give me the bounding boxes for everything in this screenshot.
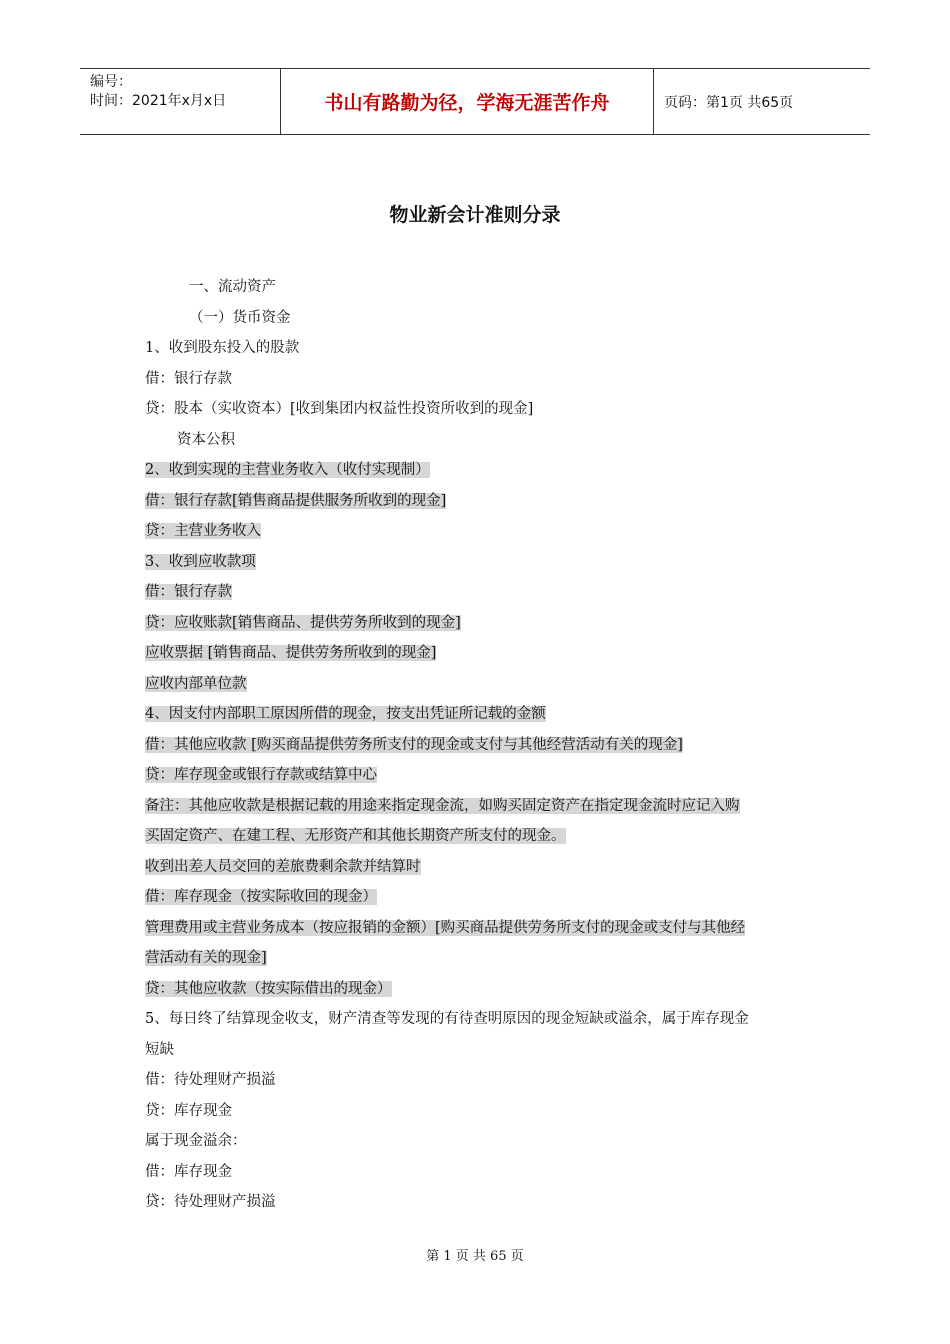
line-text: 贷：库存现金或银行存款或结算中心: [145, 767, 377, 783]
entry-line-highlighted: [145, 760, 815, 791]
entry-line-highlighted: [145, 852, 815, 883]
line-text: 营活动有关的现金]: [145, 950, 267, 966]
line-text: 贷：主营业务收入: [145, 523, 261, 539]
entry-line-highlighted: [145, 974, 815, 1005]
subsection-heading: [145, 303, 815, 334]
entry-line: [145, 394, 815, 425]
entry-line: [145, 1004, 815, 1035]
entry-line-highlighted: [145, 882, 815, 913]
line-text: 5、每日终了结算现金收支，财产清查等发现的有待查明原因的现金短缺或溢余，属于库存现金: [145, 1011, 749, 1027]
line-text: 短缺: [145, 1041, 174, 1058]
header-motto: 书山有路勤为径，学海无涯苦作舟: [281, 69, 654, 134]
time-label: 时间：2021年x月x日: [90, 93, 227, 109]
entry-line-highlighted: [145, 516, 815, 547]
line-text: 应收票据 [销售商品、提供劳务所收到的现金]: [145, 645, 437, 661]
entry-line: [145, 1035, 815, 1066]
entry-line-highlighted: [145, 547, 815, 578]
line-text: 应收内部单位款: [145, 675, 247, 692]
line-text: 1、收到股东投入的股款: [145, 340, 300, 356]
line-text: 2、收到实现的主营业务收入（收付实现制）: [145, 462, 430, 478]
line-text: 借：库存现金: [145, 1163, 232, 1180]
entry-line-highlighted: [145, 913, 815, 944]
entry-line-highlighted: [145, 638, 815, 669]
line-text: 资本公积: [177, 431, 235, 448]
entry-line: [145, 333, 815, 364]
line-text: 管理费用或主营业务成本（按应报销的金额）[购买商品提供劳务所支付的现金或支付与其他经: [145, 919, 746, 936]
entry-line-highlighted: [145, 486, 815, 517]
entry-line: [145, 1096, 815, 1127]
line-text: 借：待处理财产损溢: [145, 1072, 276, 1088]
line-text: 贷：待处理财产损溢: [145, 1194, 276, 1210]
number-label: 编号：: [90, 74, 132, 90]
entry-line-highlighted: [145, 669, 815, 700]
entry-line: [145, 1065, 815, 1096]
line-text: （一）货币资金: [189, 309, 291, 326]
line-text: 备注：其他应收款是根据记载的用途来指定现金流，如购买固定资产在指定现金流时应记入购: [145, 797, 740, 814]
entry-line: [145, 1157, 815, 1188]
line-text: 贷：股本（实收资本）[收到集团内权益性投资所收到的现金]: [145, 401, 534, 417]
entry-line: [145, 1126, 815, 1157]
line-text: 买固定资产、在建工程、无形资产和其他长期资产所支付的现金。: [145, 828, 566, 844]
line-text: 借：银行存款: [145, 584, 232, 600]
entry-line-highlighted: [145, 943, 815, 974]
section-heading: [145, 272, 815, 303]
entry-line: [145, 425, 815, 456]
line-text: 3、收到应收款项: [145, 553, 256, 570]
line-text: 一、流动资产: [189, 279, 276, 295]
line-text: 4、因支付内部职工原因所借的现金，按支出凭证所记载的金额: [145, 706, 546, 722]
page-header: [80, 68, 870, 135]
line-text: 贷：库存现金: [145, 1102, 232, 1119]
entry-line-highlighted: [145, 699, 815, 730]
line-text: 借：银行存款[销售商品提供服务所收到的现金]: [145, 492, 447, 509]
entry-line-highlighted: [145, 455, 815, 486]
line-text: 收到出差人员交回的差旅费剩余款并结算时: [145, 858, 421, 875]
line-text: 借：其他应收款 [购买商品提供劳务所支付的现金或支付与其他经营活动有关的现金]: [145, 736, 683, 753]
entry-line-highlighted: [145, 608, 815, 639]
entry-line: [145, 1187, 815, 1218]
entry-line: [145, 364, 815, 395]
entry-line-highlighted: [145, 730, 815, 761]
entry-line-highlighted: [145, 821, 815, 852]
line-text: 贷：应收账款[销售商品、提供劳务所收到的现金]: [145, 614, 461, 631]
line-text: 借：库存现金（按实际收回的现金）: [145, 889, 377, 905]
line-text: 借：银行存款: [145, 370, 232, 387]
header-page-code: 页码：第1页 共65页: [664, 94, 794, 111]
line-text: 属于现金溢余：: [145, 1133, 247, 1149]
entry-line-highlighted: [145, 577, 815, 608]
page-footer: 第 1 页 共 65 页: [426, 1249, 524, 1264]
document-title: 物业新会计准则分录: [389, 204, 561, 226]
document-body: [145, 272, 815, 1218]
line-text: 贷：其他应收款（按实际借出的现金）: [145, 980, 392, 997]
entry-line-highlighted: [145, 791, 815, 822]
header-meta: [80, 69, 281, 134]
